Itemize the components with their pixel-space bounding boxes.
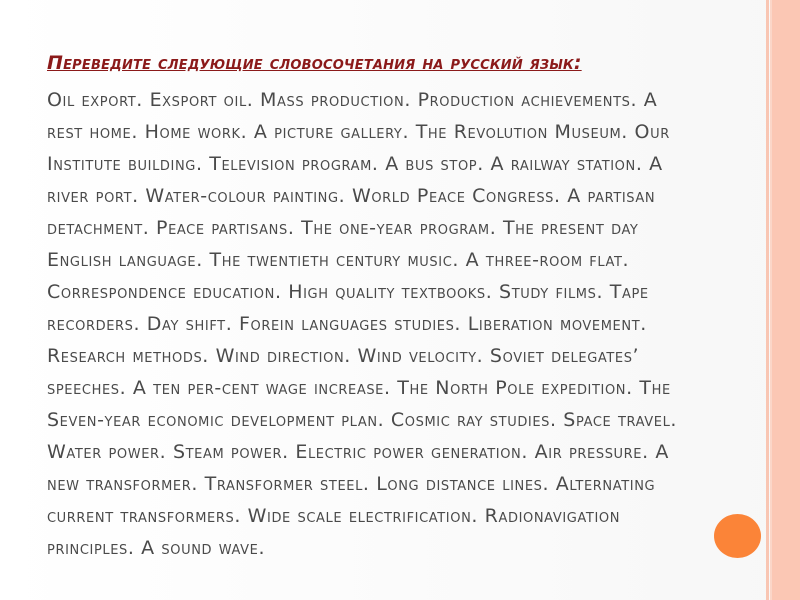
slide-title: Переведите следующие словосочетания на русский язык: (47, 52, 582, 74)
border-line (766, 0, 769, 600)
body-line: Seven-year economic development plan. Cosmic ray studies. Space travel. (47, 409, 678, 431)
body-line: detachment. Peace partisans. The one-year program. The present day (47, 217, 639, 239)
body-line: rest home. Home work. A picture gallery. The Revolution Museum. Our (47, 121, 670, 143)
body-line: English language. The twentieth century music. A three-room flat. (47, 249, 630, 271)
body-line: Water power. Steam power. Electric power generation. Air pressure. A (47, 441, 669, 463)
body-line: Correspondence education. High quality textbooks. Study films. Tape (47, 281, 649, 303)
body-line: Oil export. Exsport oil. Mass production. Production achievements. A (47, 89, 658, 111)
body-line: new transformer. Transformer steel. Long distance lines. Alternating (47, 473, 656, 495)
slide-body (47, 84, 747, 564)
body-line: recorders. Day shift. Forein languages studies. Liberation movement. (47, 313, 647, 335)
body-line: speeches. A ten per-cent wage increase. The North Pole expedition. The (47, 377, 671, 399)
body-line: principles. A sound wave. (47, 537, 266, 559)
body-line: river port. Water-colour painting. World Peace Congress. A partisan (47, 185, 656, 207)
body-line: current transformers. Wide scale electrification. Radionavigation (47, 505, 621, 527)
body-line: Institute building. Television program. A bus stop. A railway station. A (47, 153, 663, 175)
decorative-side-band (772, 0, 800, 600)
body-line: Research methods. Wind direction. Wind velocity. Soviet delegates’ (47, 345, 640, 367)
